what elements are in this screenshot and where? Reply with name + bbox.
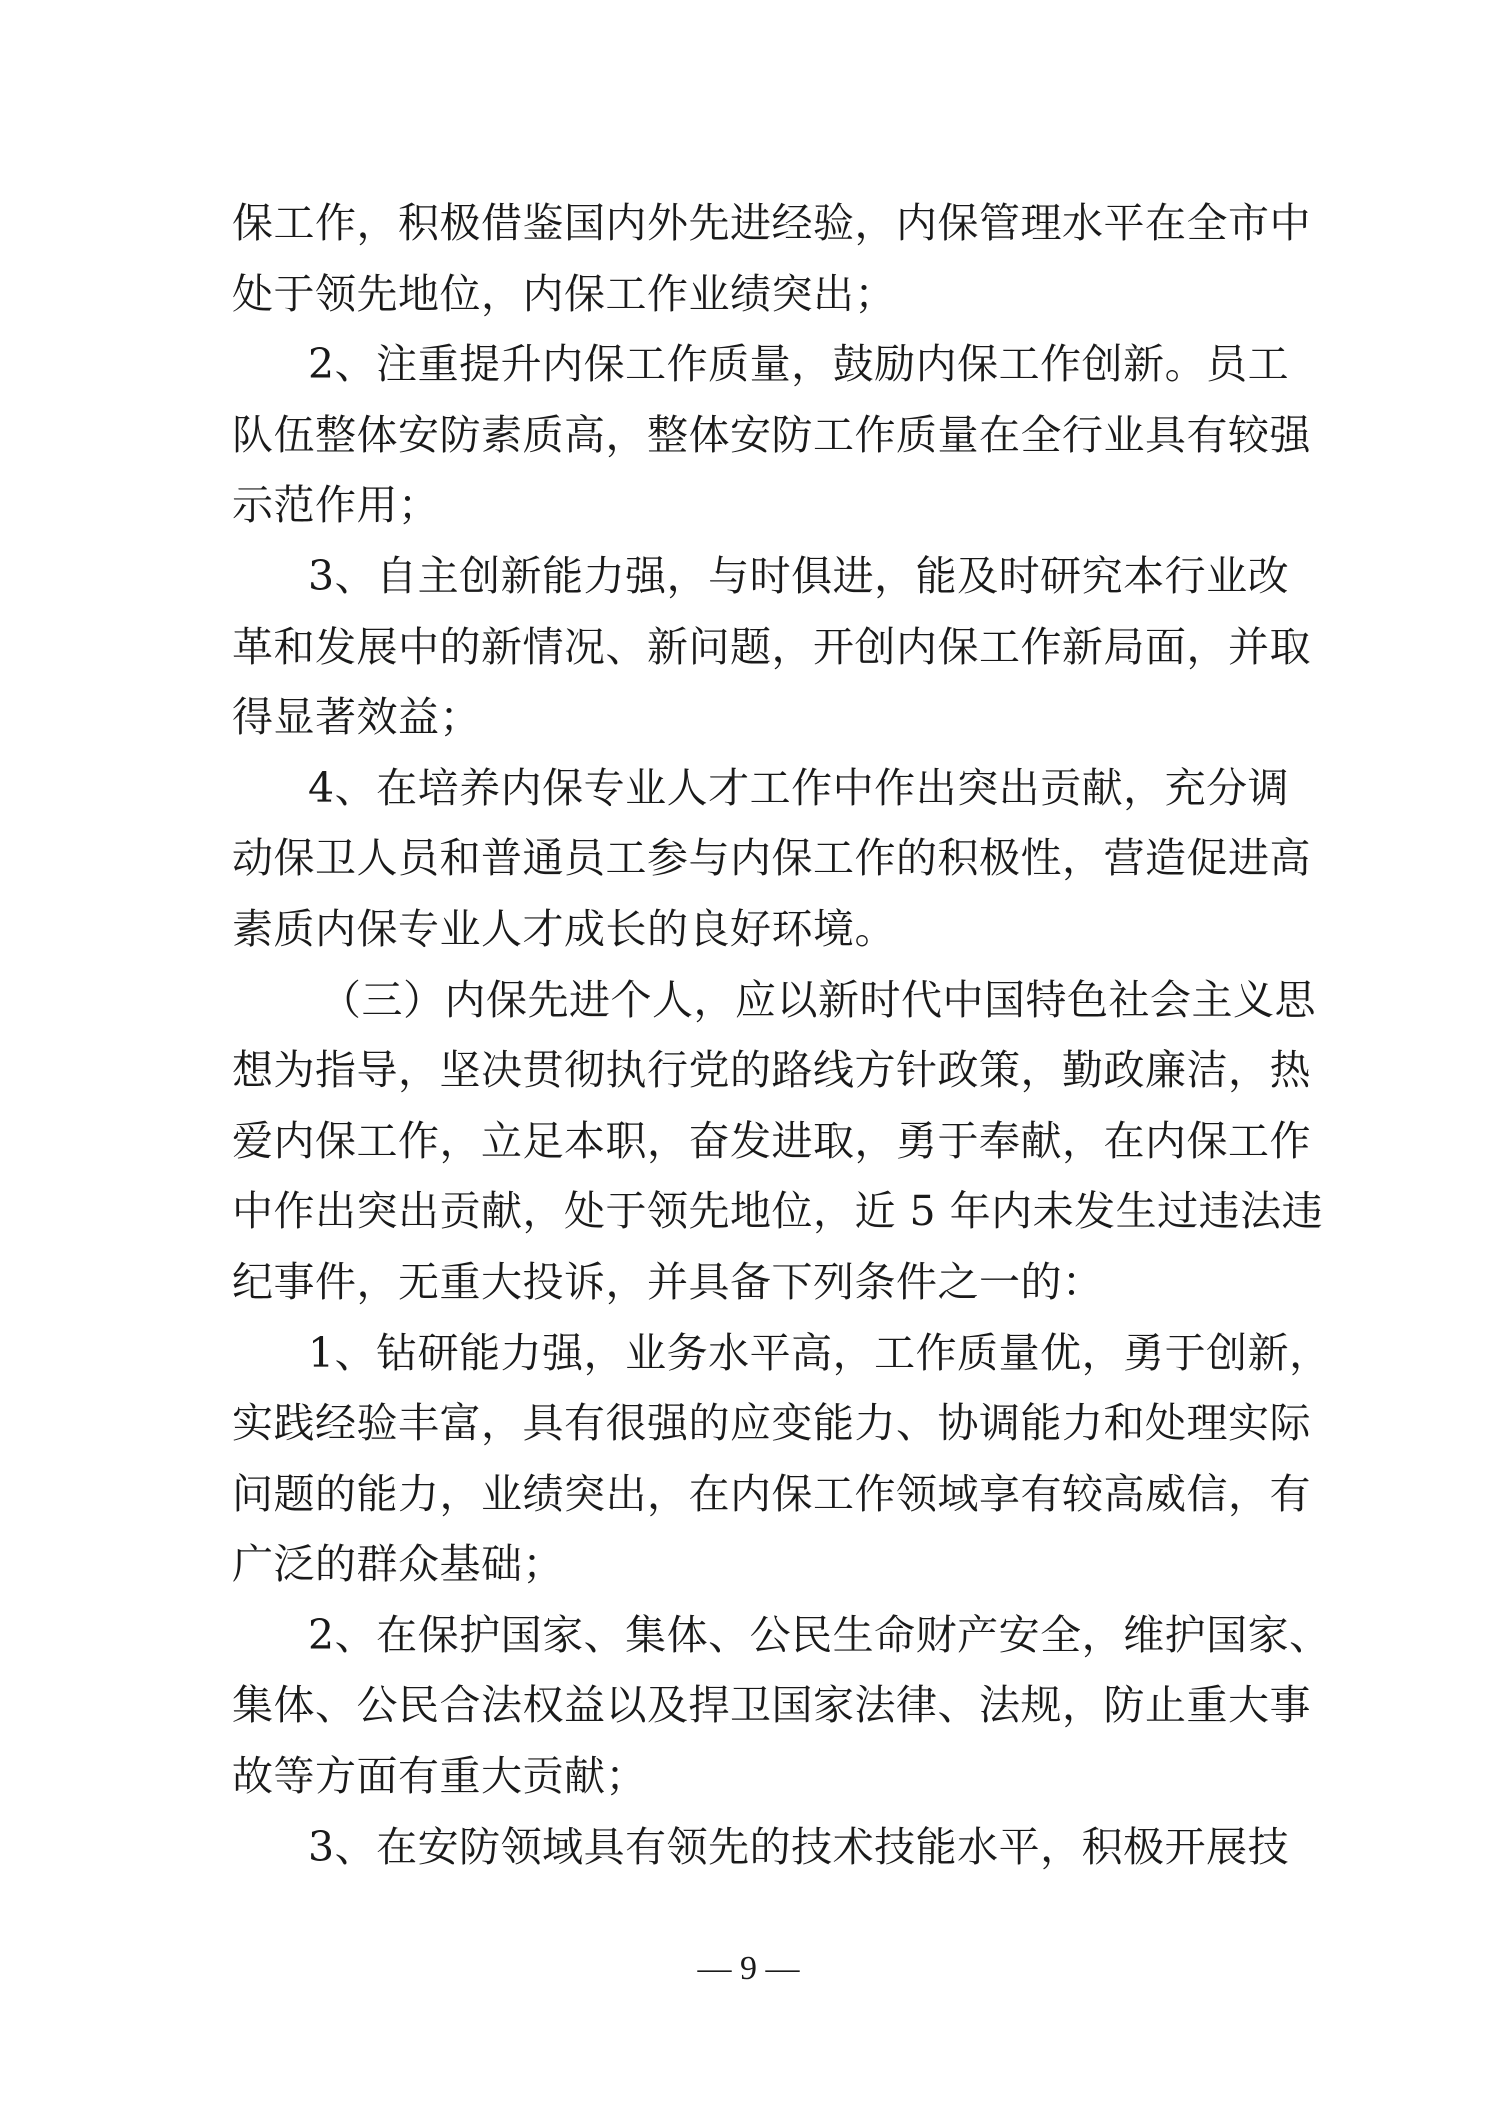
text-line: 保工作，积极借鉴国内外先进经验，内保管理水平在全市中 bbox=[232, 199, 1311, 247]
text-line: 3、在安防领域具有领先的技术技能水平，积极开展技 bbox=[308, 1822, 1290, 1871]
text-line: 得显著效益； bbox=[232, 693, 481, 742]
text-line: 示范作用； bbox=[232, 481, 440, 530]
text-line: 想为指导，坚决贯彻执行党的路线方针政策，勤政廉洁，热 bbox=[232, 1046, 1311, 1095]
text-line: 集体、公民合法权益以及捍卫国家法律、法规，防止重大事 bbox=[232, 1681, 1311, 1730]
text-line: 故等方面有重大贡献； bbox=[232, 1752, 647, 1801]
text-line: 队伍整体安防素质高，整体安防工作质量在全行业具有较强 bbox=[232, 410, 1311, 459]
text-line: 纪事件，无重大投诉，并具备下列条件之一的： bbox=[232, 1257, 1104, 1306]
text-line: 广泛的群众基础； bbox=[232, 1540, 564, 1589]
text-line: 动保卫人员和普通员工参与内保工作的积极性，营造促进高 bbox=[232, 834, 1311, 883]
text-line: 4、在培养内保专业人才工作中作出突出贡献，充分调 bbox=[308, 763, 1290, 812]
text-line: 2、在保护国家、集体、公民生命财产安全，维护国家、 bbox=[308, 1610, 1331, 1659]
section-heading-line: （三）内保先进个人，应以新时代中国特色社会主义思 bbox=[320, 975, 1316, 1024]
text-line: 实践经验丰富，具有很强的应变能力、协调能力和处理实际 bbox=[232, 1399, 1311, 1448]
text-line: 处于领先地位，内保工作业绩突出； bbox=[232, 269, 896, 318]
page-number: — 9 — bbox=[697, 1950, 800, 1987]
text-line: 问题的能力，业绩突出，在内保工作领域享有较高威信，有 bbox=[232, 1469, 1311, 1518]
document-body bbox=[232, 188, 1331, 1882]
text-line: 2、注重提升内保工作质量，鼓励内保工作创新。员工 bbox=[308, 340, 1290, 389]
text-line: 爱内保工作，立足本职，奋发进取，勇于奉献，在内保工作 bbox=[232, 1116, 1311, 1165]
text-line: 革和发展中的新情况、新问题，开创内保工作新局面，并取 bbox=[232, 622, 1311, 671]
text-line: 中作出突出贡献，处于领先地位，近 5 年内未发生过违法违 bbox=[232, 1187, 1324, 1236]
text-line: 1、钻研能力强，业务水平高，工作质量优，勇于创新， bbox=[308, 1328, 1331, 1377]
text-line: 素质内保专业人才成长的良好环境。 bbox=[232, 904, 896, 953]
text-line: 3、自主创新能力强，与时俱进，能及时研究本行业改 bbox=[308, 551, 1290, 600]
